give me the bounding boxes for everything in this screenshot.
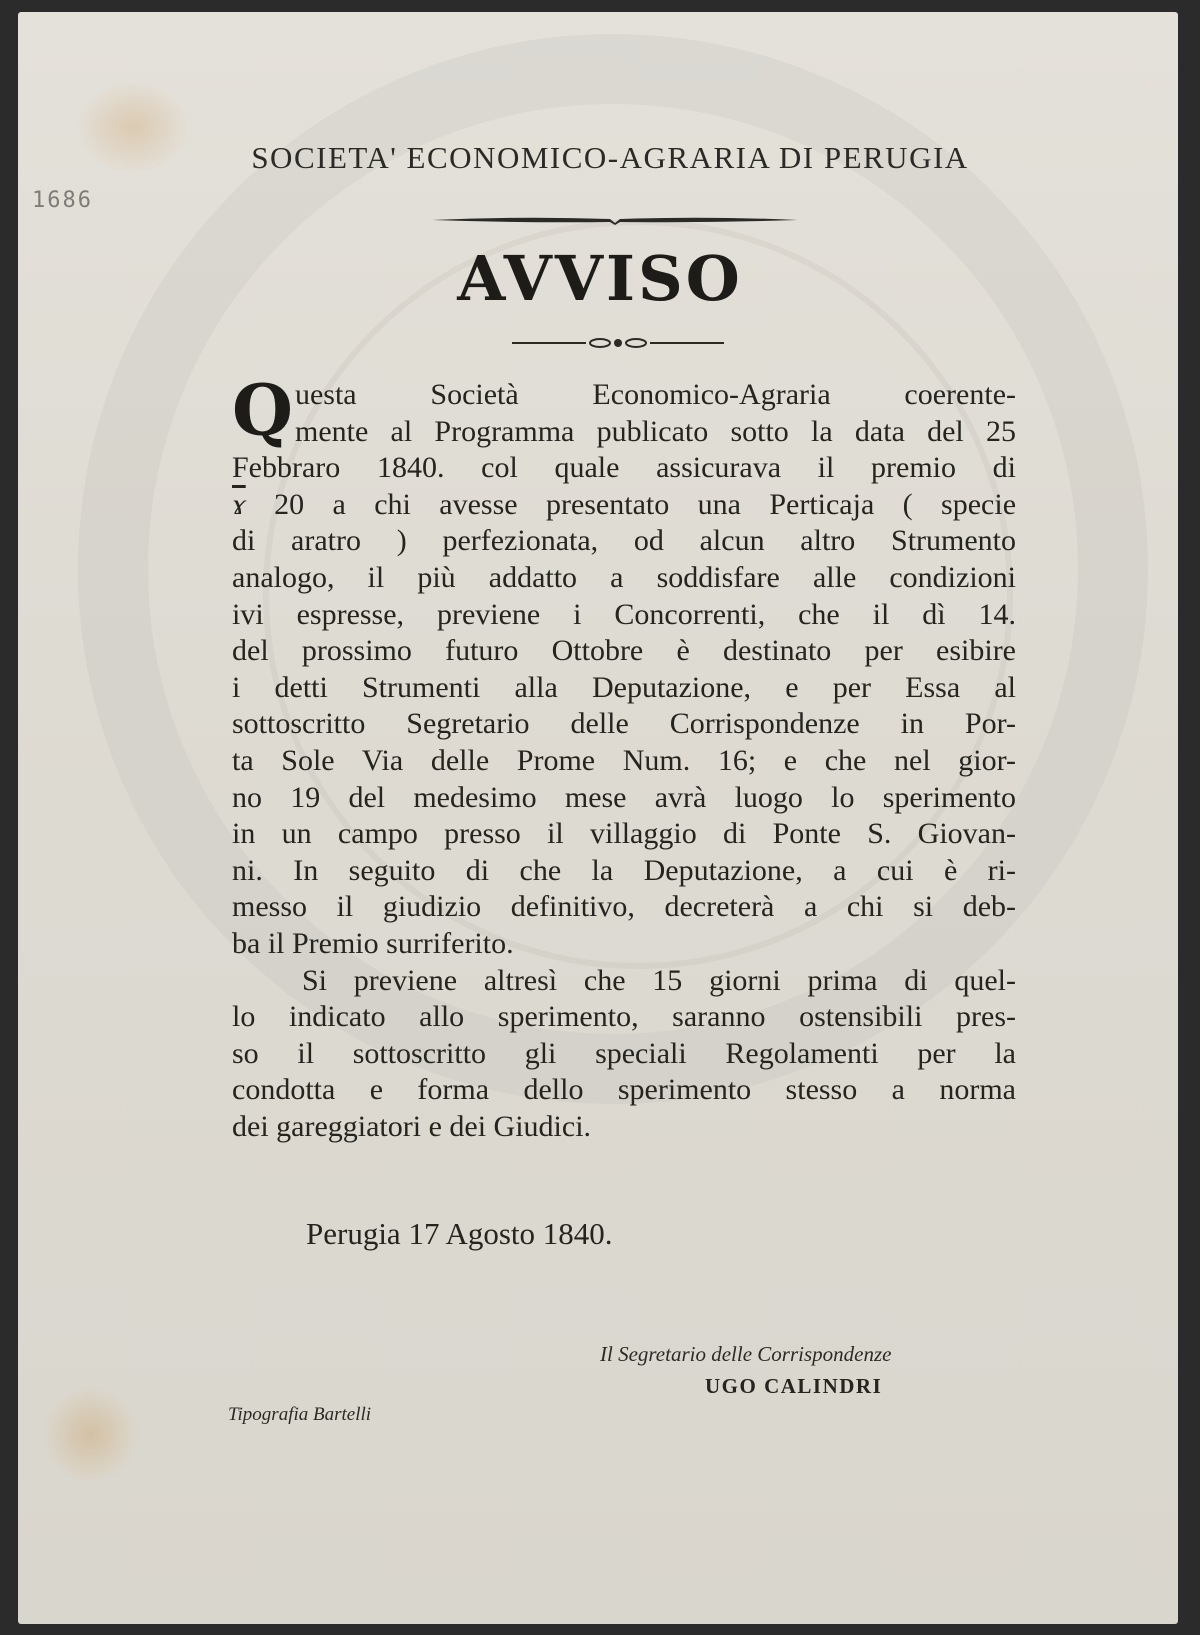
text-line: analogo, il più addatto a soddisfare alle condizioni (232, 560, 1016, 594)
text-line: in un campo presso il villaggio di Ponte S. Giovan- (232, 817, 1016, 851)
text-line: Febbraro 1840. col quale assicurava il premio di (232, 451, 1016, 485)
drop-cap: Q (232, 369, 293, 452)
text-line: condotta e forma dello sperimento stesso a norma (232, 1073, 1016, 1107)
text-line: sottoscritto Segretario delle Corrispondenze in Por- (232, 707, 1016, 741)
text-line: messo il giudizio definitivo, decreterà a chi si deb- (232, 890, 1016, 924)
notice-title: AVVISO (457, 242, 743, 315)
text-line: so il sottoscritto gli speciali Regolamenti per la (232, 1036, 1016, 1070)
society-heading: SOCIETA' ECONOMICO-AGRARIA DI PERUGIA (251, 140, 969, 175)
place-and-date: Perugia 17 Agosto 1840. (306, 1216, 613, 1251)
inventory-number: 1686 (32, 188, 93, 213)
text-line: ba il Premio surriferito. (232, 926, 514, 960)
text-line: ivi espresse, previene i Concorrenti, che il dì 14. (232, 597, 1016, 631)
age-stain (43, 1387, 138, 1482)
text-line: lo indicato allo sperimento, saranno ostensibili pres- (232, 1000, 1016, 1034)
notice-body (232, 369, 1017, 1145)
text-line: Si previene altresì che 15 giorni prima di quel- (302, 963, 1016, 997)
text-line: dei gareggiatori e dei Giudici. (232, 1109, 592, 1143)
text-line (232, 487, 1016, 524)
scudo-currency-symbol: $\overline{ɤ}$ (232, 487, 246, 521)
text-line: i detti Strumenti alla Deputazione, e per Essa al (232, 670, 1016, 704)
signatory-role: Il Segretario delle Corrispondenze (600, 1342, 892, 1366)
printer-imprint: Tipografia Bartelli (228, 1404, 372, 1425)
text-line: no 19 del medesimo mese avrà luogo lo sperimento (232, 780, 1016, 814)
text-line: di aratro ) perfezionata, od alcun altro Strumento (232, 524, 1016, 558)
signatory-name: UGO CALINDRI (705, 1374, 883, 1398)
text-line: ni. In seguito di che la Deputazione, a cui è ri- (232, 853, 1016, 887)
text-line-content: 20 a chi avesse presentato una Perticaja ( specie (274, 487, 1017, 521)
ornamental-rule (432, 213, 798, 227)
text-line: ta Sole Via delle Prome Num. 16; e che nel gior- (232, 743, 1016, 777)
text-line: uesta Società Economico-Agraria coerente- (294, 378, 1016, 411)
text-line: mente al Programma publicato sotto la data del 25 (294, 414, 1016, 448)
age-stain (78, 82, 188, 172)
ornamental-divider (512, 336, 724, 350)
text-line: del prossimo futuro Ottobre è destinato per esibire (232, 634, 1016, 668)
